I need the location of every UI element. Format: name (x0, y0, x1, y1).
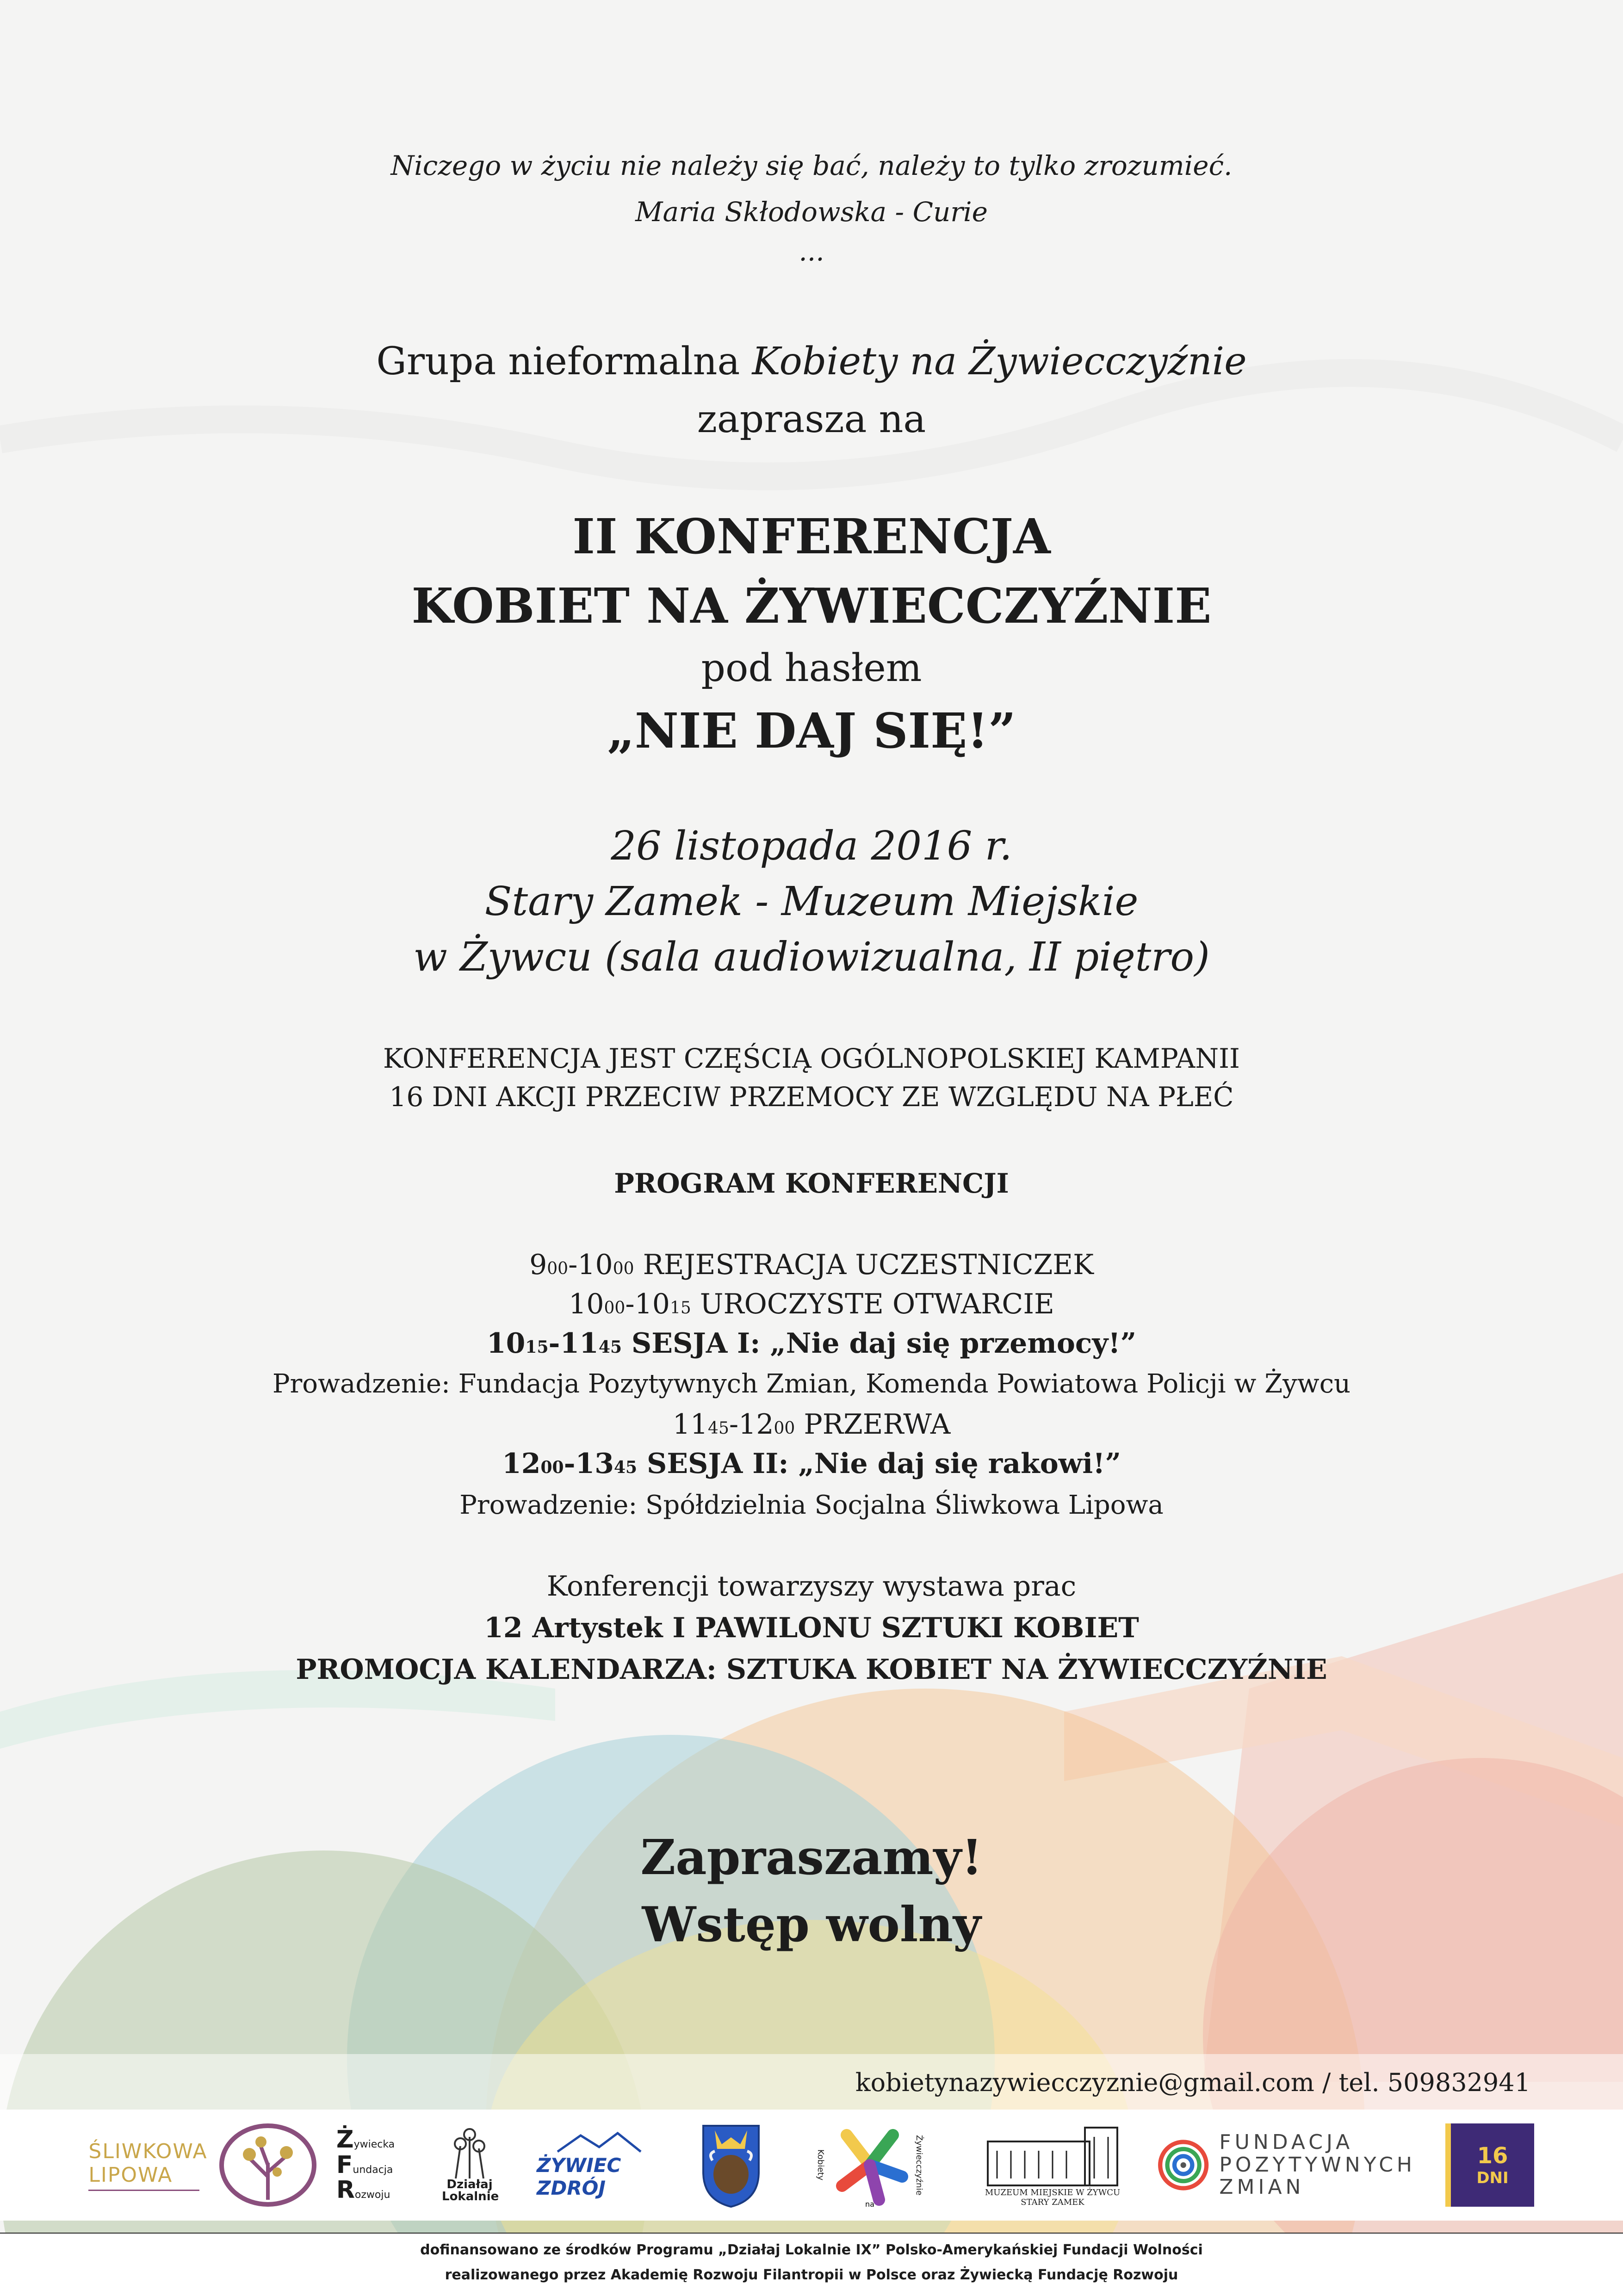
logo-text: DNI (1476, 2169, 1509, 2187)
exhibition-line-3: PROMOCJA KALENDARZA: SZTUKA KOBIET NA ŻYWIECCZYŹNIE (296, 1653, 1327, 1686)
plum-tree-icon (217, 2121, 319, 2209)
contact-line[interactable]: kobietynazywiecczyznie@gmail.com / tel. 509832941 (855, 2068, 1530, 2097)
logo-text: ŚLIWKOWA (88, 2139, 208, 2163)
logo-text: FUNDACJA (1219, 2130, 1354, 2154)
exhibition-line-1: Konferencji towarzyszy wystawa prac (546, 1570, 1077, 1603)
logo-text: Działaj Lokalnie (442, 2178, 499, 2203)
dzialaj-lokalnie-logo (435, 2119, 504, 2211)
program-item-session-1: 1015-1145 SESJA I: „Nie daj się przemocy!” (486, 1327, 1137, 1360)
kobiety-na-zywiecczyznie-logo (810, 2119, 930, 2211)
zywiec-zdroj-logo (537, 2119, 662, 2211)
logo-text: POZYTYWNYCH (1219, 2153, 1416, 2177)
mountains-icon (553, 2131, 645, 2154)
campaign-line-1: KONFERENCJA JEST CZĘŚCIĄ OGÓLNOPOLSKIEJ KAMPANII (383, 1043, 1240, 1074)
program-item-registration: 900-1000 REJESTRACJA UCZESTNICZEK (529, 1249, 1094, 1281)
logo-text: STARY ZAMEK (1021, 2197, 1084, 2207)
invite-group-name: Kobiety na Żywiecczyźnie (752, 340, 1247, 384)
invite-line-1 (0, 340, 1623, 384)
event-place: Stary Zamek - Muzeum Miejskie (484, 879, 1139, 925)
invite-prefix: Grupa nieformalna (376, 340, 752, 384)
footer-line-2: realizowanego przez Akademię Rozwoju Filantropii w Polsce oraz Żywiecką Fundację Rozwoju (445, 2267, 1178, 2283)
event-date: 26 listopada 2016 r. (611, 823, 1012, 869)
exhibition-line-2: 12 Artystek I PAWILONU SZTUKI KOBIET (484, 1612, 1139, 1644)
logo-text: ZMIAN (1219, 2175, 1305, 2199)
invite-line-2: zaprasza na (697, 397, 926, 441)
session-2-lead: Prowadzenie: Spółdzielnia Socjalna Śliwkowa Lipowa (459, 1490, 1164, 1520)
footer-line-1: dofinansowano ze środków Programu „Działaj Lokalnie IX” Polsko-Amerykańskiej Fundacji Wolności (420, 2242, 1203, 2258)
closing-free-entry: Wstęp wolny (642, 1896, 981, 1953)
conference-slogan: „NIE DAJ SIĘ!” (607, 702, 1016, 759)
quote-author: Maria Skłodowska - Curie (635, 196, 988, 228)
funding-footer (0, 2233, 1623, 2296)
logo-text: MUZEUM MIEJSKIE W ŻYWCU (985, 2188, 1121, 2197)
muzeum-miejskie-logo (976, 2119, 1129, 2211)
fundacja-pozytywnych-zmian-logo (1157, 2119, 1416, 2211)
spiral-icon (1157, 2130, 1210, 2200)
program-heading: PROGRAM KONFERENCJI (614, 1168, 1009, 1199)
hands-icon (828, 2121, 911, 2209)
quote-ellipsis: ... (799, 235, 824, 267)
16-dni-logo (1443, 2119, 1536, 2211)
quote-text: Niczego w życiu nie należy się bać, należy to tylko zrozumieć. (390, 150, 1233, 181)
event-room: w Żywcu (sala audiowizualna, II piętro) (413, 934, 1210, 980)
program-item-opening: 1000-1015 UROCZYSTE OTWARCIE (569, 1288, 1054, 1320)
motto-intro: pod hasłem (701, 646, 922, 690)
program-item-break: 1145-1200 PRZERWA (672, 1408, 951, 1441)
zywiecka-fundacja-rozwoju-logo: Żywiecka Fundacja Rozwoju (336, 2126, 395, 2204)
closing-invitation: Zapraszamy! (640, 1829, 983, 1886)
program-item-session-2: 1200-1345 SESJA II: „Nie daj się rakowi!” (502, 1448, 1121, 1480)
logo-text: ŻYWIEC ZDRÓJ (537, 2154, 621, 2199)
shield-icon (699, 2121, 763, 2209)
logo-text: Żywiecczyźnie (914, 2135, 924, 2196)
partner-logos-strip (0, 2110, 1623, 2221)
logo-text: 16 (1477, 2143, 1508, 2169)
conference-title-line-2: KOBIET NA ŻYWIECCZYŹNIE (411, 577, 1212, 634)
session-1-lead: Prowadzenie: Fundacja Pozytywnych Zmian, Komenda Powiatowa Policji w Żywcu (272, 1369, 1351, 1399)
logo-text: LIPOWA (88, 2163, 173, 2187)
sliwkowa-lipowa-logo (74, 2119, 333, 2211)
flowers-icon (442, 2128, 497, 2178)
logo-text: Kobiety (816, 2149, 825, 2181)
logo-text: na (865, 2200, 874, 2209)
conference-title-line-1: II KONFERENCJA (572, 508, 1051, 565)
zywiec-coat-of-arms-logo (694, 2119, 768, 2211)
campaign-line-2: 16 DNI AKCJI PRZECIW PRZEMOCY ZE WZGLĘDU NA PŁEĆ (389, 1081, 1234, 1113)
castle-icon (983, 2123, 1122, 2188)
